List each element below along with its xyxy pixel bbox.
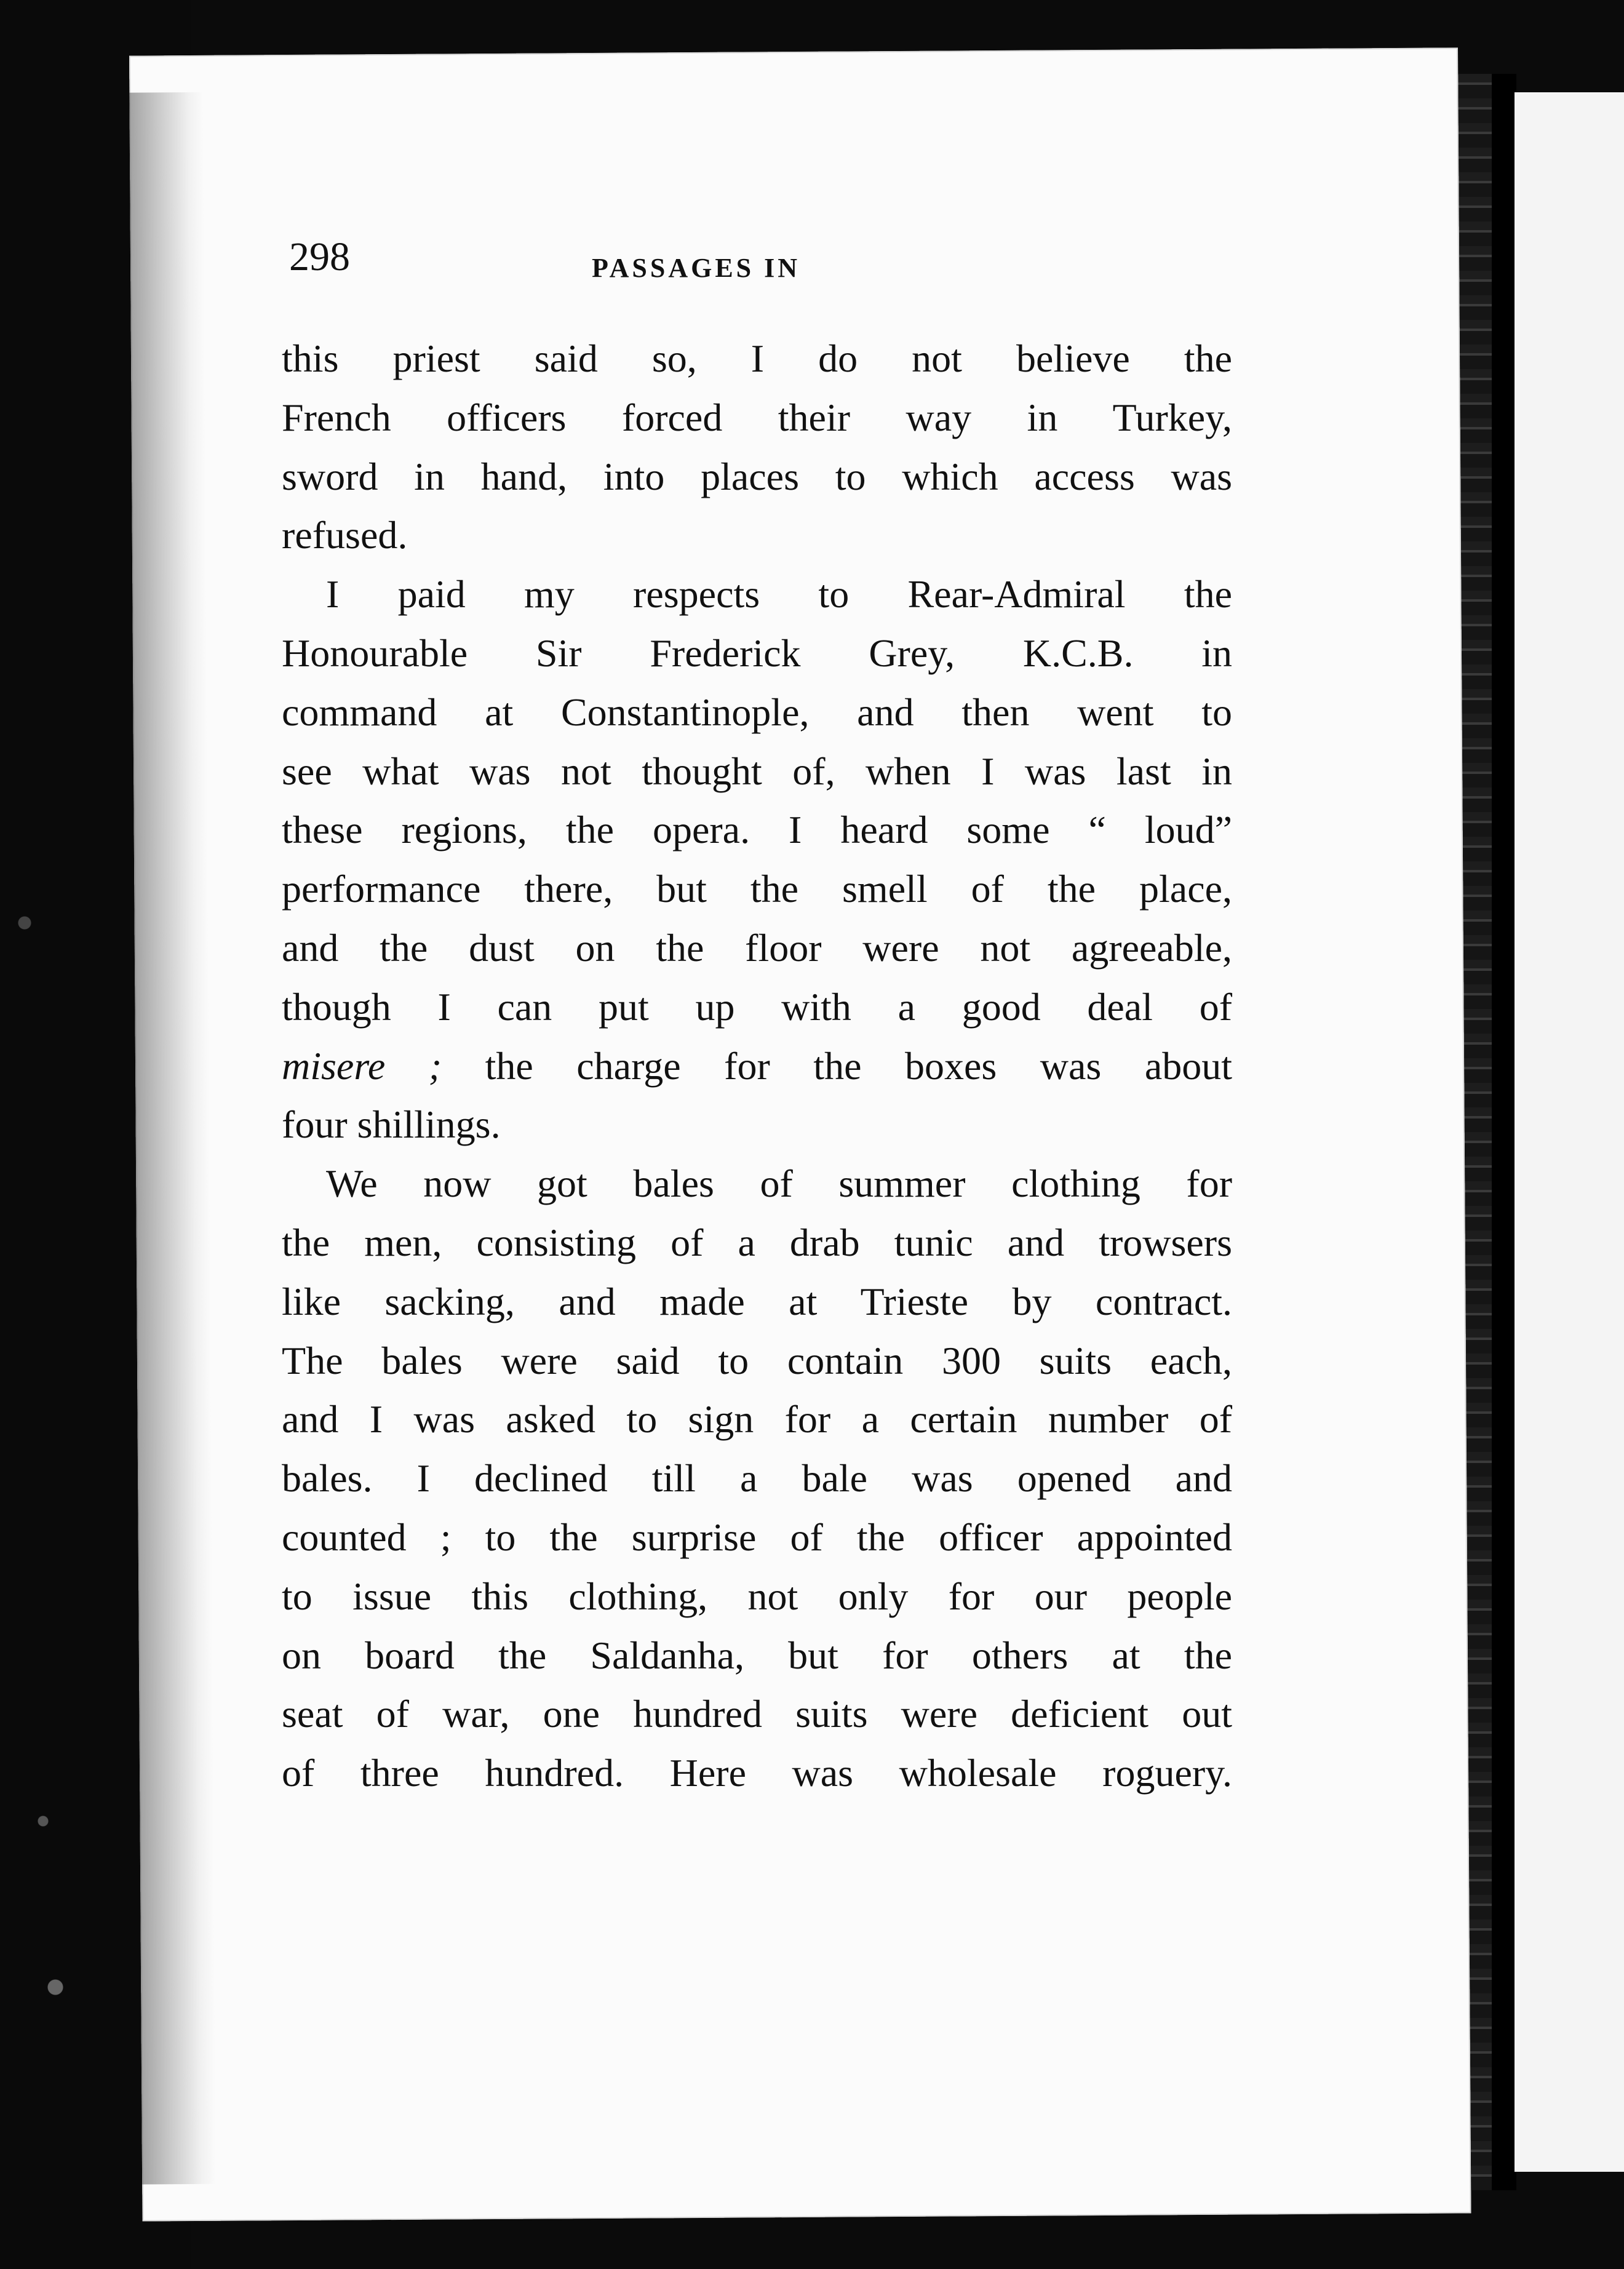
text-line: sword in hand, into places to which access was: [282, 454, 1232, 498]
text-line: seat of war, one hundred suits were deficient out: [282, 1692, 1232, 1736]
text-line: the men, consisting of a drab tunic and trowsers: [282, 1220, 1232, 1264]
paragraph-3: [282, 1154, 1232, 1803]
text-line: Honourable Sir Frederick Grey, K.C.B. in: [282, 631, 1232, 675]
facing-page-edge: [1515, 92, 1624, 2172]
text-line: The bales were said to contain 300 suits each,: [282, 1338, 1232, 1382]
text-line: We now got bales of summer clothing for: [326, 1162, 1232, 1206]
text-line-rest: the charge for the boxes was about: [442, 1043, 1233, 1088]
text-line: see what was not thought of, when I was last in: [282, 749, 1232, 793]
text-line: four shillings.: [282, 1103, 501, 1147]
text-line: refused.: [282, 513, 408, 557]
text-line: I paid my respects to Rear-Admiral the: [326, 572, 1232, 616]
text-line: and I was asked to sign for a certain number of: [282, 1397, 1232, 1442]
text-line: on board the Saldanha, but for others at the: [282, 1633, 1232, 1677]
text-line: command at Constantinople, and then went to: [282, 690, 1232, 734]
text-line: these regions, the opera. I heard some “ loud”: [282, 808, 1232, 852]
binding-shadow: [1492, 74, 1516, 2190]
text-line: of three hundred. Here was wholesale roguery.: [282, 1751, 1232, 1795]
text-line: counted ; to the surprise of the officer appointed: [282, 1515, 1232, 1559]
body-text: [282, 329, 1232, 1803]
text-line: performance there, but the smell of the place,: [282, 867, 1232, 911]
text-line: [282, 1037, 1232, 1096]
running-head: [289, 234, 1261, 320]
text-line: bales. I declined till a bale was opened and: [282, 1456, 1232, 1501]
text-line: to issue this clothing, not only for our people: [282, 1574, 1232, 1618]
text-line: this priest said so, I do not believe the: [282, 337, 1232, 380]
running-title: PASSAGES IN: [592, 253, 801, 283]
paragraph-2: [282, 565, 1232, 1154]
paragraph-1: [282, 329, 1232, 565]
italic-word: misere ;: [282, 1043, 442, 1088]
text-line: like sacking, and made at Trieste by contract.: [282, 1279, 1232, 1323]
page-number: 298: [289, 234, 350, 279]
page-gutter-shadow: [129, 92, 216, 2185]
text-line: and the dust on the floor were not agreeable,: [282, 925, 1232, 970]
text-line: though I can put up with a good deal of: [282, 984, 1232, 1029]
text-line: French officers forced their way in Turkey,: [282, 395, 1232, 439]
